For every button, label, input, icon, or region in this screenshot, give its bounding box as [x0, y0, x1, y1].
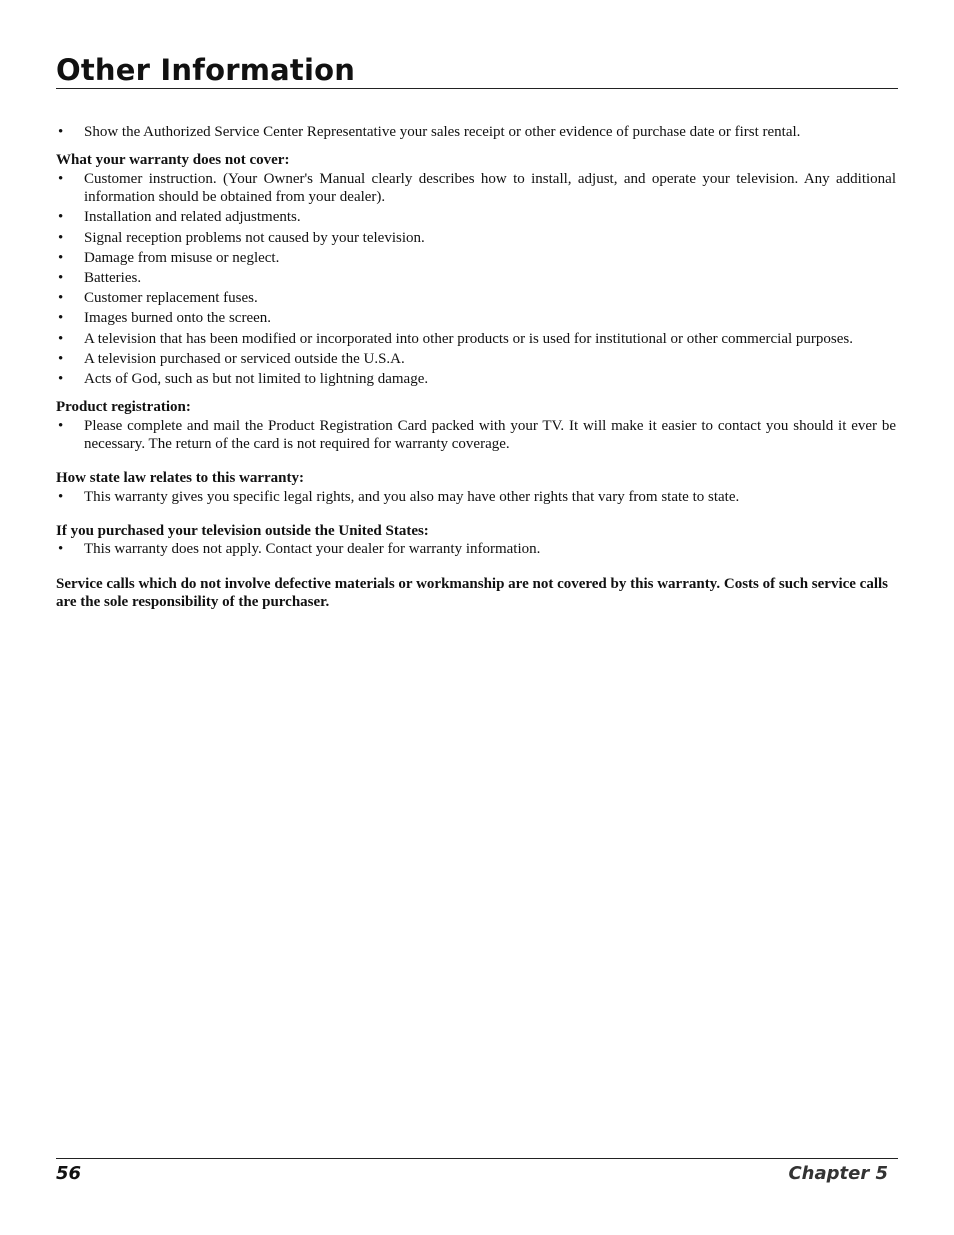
- list-item: • Show the Authorized Service Center Representative your sales receipt or other evidence of purchase date or first rental.: [56, 123, 896, 142]
- footer-divider: [56, 1158, 898, 1159]
- list-item: • Please complete and mail the Product Registration Card packed with your TV. It will make it easier to contact you should it ever be necessary. The return of the card is not required for warranty coverage.: [56, 417, 896, 454]
- section-heading-not-covered: What your warranty does not cover:: [56, 152, 290, 169]
- intro-list: [56, 123, 896, 142]
- list-item: • Customer replacement fuses.: [56, 289, 896, 308]
- list-item: • Installation and related adjustments.: [56, 208, 896, 227]
- list-item: • Customer instruction. (Your Owner's Manual clearly describes how to install, adjust, and operate your television. Any additional information should be obtained from your dealer).: [56, 170, 896, 207]
- list-item: • This warranty does not apply. Contact your dealer for warranty information.: [56, 540, 896, 559]
- outside-us-list: [56, 540, 896, 559]
- state-law-list: [56, 488, 896, 507]
- section-heading-outside-us: If you purchased your television outside the United States:: [56, 522, 429, 539]
- not-covered-list: [56, 170, 896, 389]
- list-item: • Acts of God, such as but not limited to lightning damage.: [56, 370, 896, 389]
- section-heading-registration: Product registration:: [56, 399, 191, 416]
- page-title: Other Information: [56, 53, 356, 87]
- page-number: 56: [56, 1163, 82, 1184]
- chapter-label: Chapter 5: [788, 1163, 888, 1184]
- page-content: [56, 123, 896, 612]
- title-divider: [56, 88, 898, 89]
- section-heading-state-law: How state law relates to this warranty:: [56, 470, 305, 487]
- registration-list: [56, 417, 896, 454]
- list-item: • This warranty gives you specific legal rights, and you also may have other rights that vary from state to state.: [56, 488, 896, 507]
- list-item: • A television that has been modified or incorporated into other products or is used for institutional or other commercial purposes.: [56, 330, 896, 349]
- list-item: • Images burned onto the screen.: [56, 309, 896, 328]
- list-item: • A television purchased or serviced outside the U.S.A.: [56, 350, 896, 369]
- list-item: • Damage from misuse or neglect.: [56, 249, 896, 268]
- list-item: • Signal reception problems not caused by your television.: [56, 229, 896, 248]
- list-item: • Batteries.: [56, 269, 896, 288]
- closing-note: Service calls which do not involve defective materials or workmanship are not covered by this warranty. Costs of such service calls are the sole responsibility of the purchaser.: [56, 575, 889, 611]
